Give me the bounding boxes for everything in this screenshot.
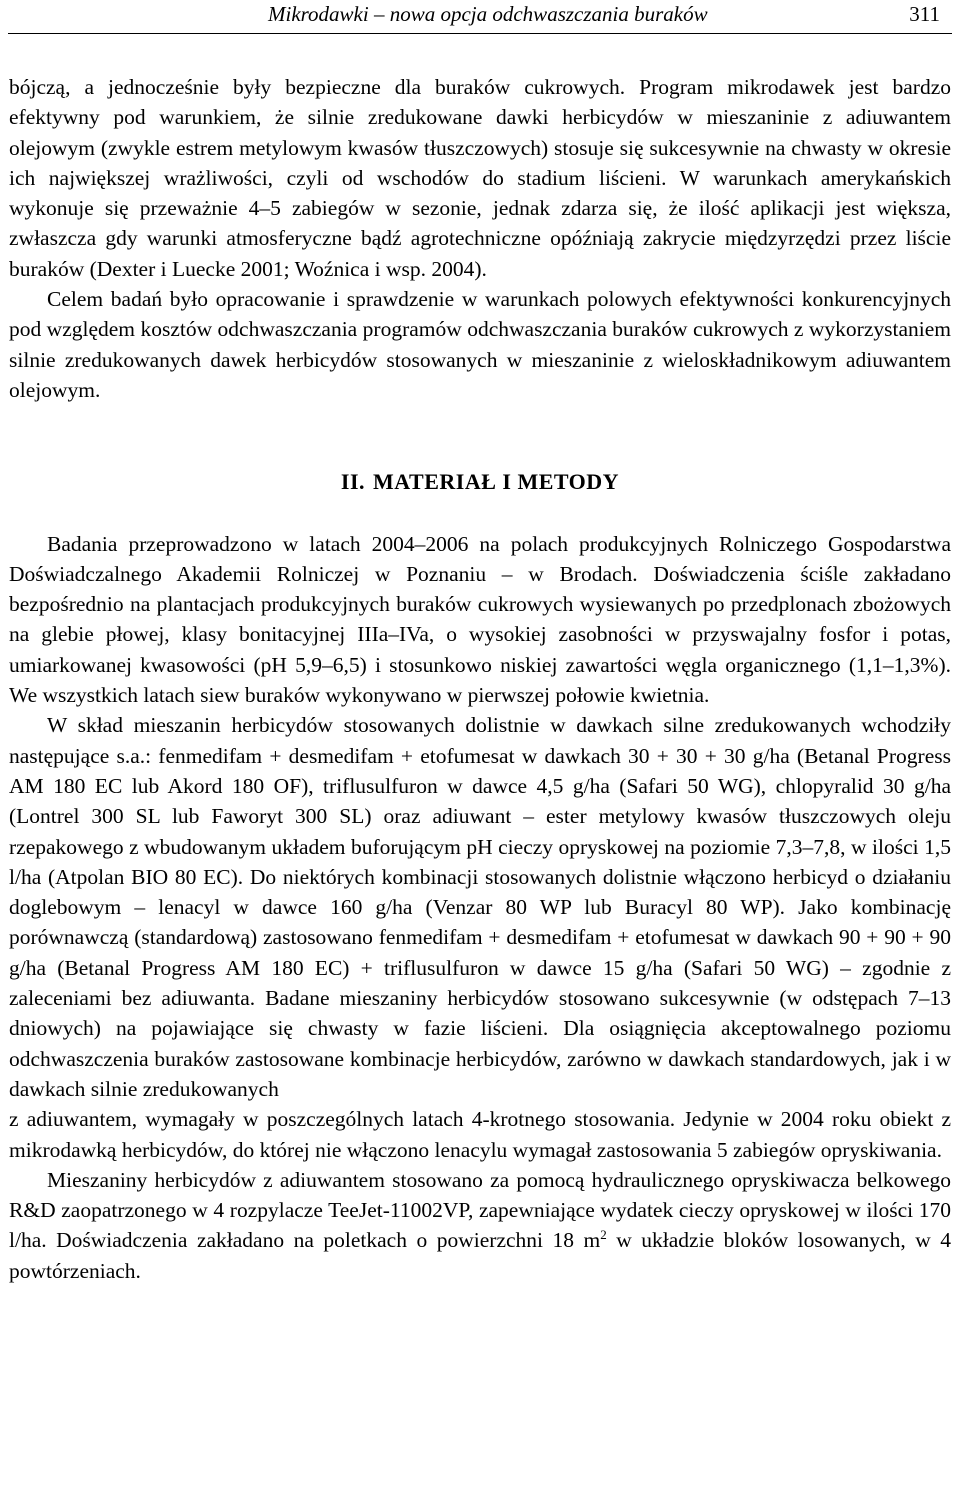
paragraph-aim: Celem badań było opracowanie i sprawdzenie w warunkach polowych efektywności konkurencyjnych pod względem kosztów odchwaszczania programów odchwaszczania buraków cukrowych z wykorzystaniem silnie zredukowanych dawek herbicydów stosowanych w mieszaninie z wieloskładnikowym adiuwantem olejowym. xyxy=(9,287,951,402)
section-title: MATERIAŁ I METODY xyxy=(373,469,620,495)
section-heading xyxy=(9,467,951,497)
running-header xyxy=(8,0,952,34)
paragraph-sprayer-text: Mieszaniny herbicydów z adiuwantem stosowano za pomocą hydraulicznego opryskiwacza belkowego R&D zaopatrzonego w 4 rozpylacze TeeJet-11002VP, zapewniające wydatek cieczy opryskowej w ilości 170 l/ha. Doświadczenia zakładano na poletkach o powierzchni 18 m xyxy=(9,1167,951,1253)
paragraph-herbicides: W skład mieszanin herbicydów stosowanych dolistnie w dawkach silne zredukowanych wchodziły następujące s.a.: fenmedifam + desmedifam + etofumesat w dawkach 30 + 30 + 30 g/ha (Betanal Progress AM 180 EC lub Akord 180 OF), triflusulfuron w dawce 4,5 g/ha (Safari 50 WG), chlopyralid 30 g/ha (Lontrel 300 SL lub Faworyt 300 SL) oraz adiuwant – ester metylowy kwasów tłuszczowych oleju rzepakowego z wbudowanym układem buforującym pH cieczy opryskowej na poziomie 7,3–7,8, w ilości 1,5 l/ha (Atpolan BIO 80 EC). Do niektórych kombinacji stosowanych dolistnie włączono herbicyd o działaniu doglebowym – lenacyl w dawce 160 g/ha (Venzar 80 WP lub Buracyl 80 WP). Jako kombinację porównawczą (standardową) zastosowano fenmedifam + desmedifam + etofumesat w dawkach 90 + 90 + 90 g/ha (Betanal Progress AM 180 EC) + triflusulfuron w dawce 15 g/ha (Safari 50 WG) – zgodnie z zaleceniami bez adiuwanta. Badane mieszaniny herbicydów stosowano sukcesywnie (w odstępach 7–13 dniowych) na pojawiające się chwasty w fazie liścieni. Dla osiągnięcia akceptowalnego poziomu odchwaszczenia buraków zastosowane kombinacje herbicydów, zarówno w dawkach standardowych, jak i w dawkach silnie zredukowanych xyxy=(9,713,951,1101)
running-header-title: Mikrodawki – nowa opcja odchwaszczania buraków xyxy=(268,2,708,26)
paragraph-adjuvant-note: z adiuwantem, wymagały w poszczególnych latach 4-krotnego stosowania. Jedynie w 2004 roku obiekt z mikrodawką herbicydów, do której nie włączono lenacylu wymagał zastosowania 5 zabiegów opryskiwania. xyxy=(9,1107,951,1162)
page-number: 311 xyxy=(909,2,940,26)
superscript: 2 xyxy=(600,1227,607,1243)
paragraph-site: Badania przeprowadzono w latach 2004–2006 na polach produkcyjnych Rolniczego Gospodarstwa Doświadczalnego Akademii Rolniczej w Poznaniu – w Brodach. Doświadczenia ściśle zakładano bezpośrednio na plantacjach produkcyjnych buraków cukrowych wysiewanych po przedplonach zbożowych na glebie płowej, klasy bonitacyjnej IIIa–IVa, o wysokiej zasobności w przyswajalny fosfor i potas, umiarkowanej kwasowości (pH 5,9–6,5) i stosunkowo niskiej zawartości węgla organicznego (1,1–1,3%). We wszystkich latach siew buraków wykonywano w pierwszej połowie kwietnia. xyxy=(9,531,951,708)
paragraph-sprayer-end: w układzie bloków losowanych, w 4 powtórzeniach. xyxy=(9,1228,951,1283)
paragraph-sprayer xyxy=(9,1165,951,1286)
paragraph-continuation: bójczą, a jednocześnie były bezpieczne dla buraków cukrowych. Program mikrodawek jest bardzo efektywny pod warunkiem, że silnie zredukowane dawki herbicydów w mieszaninie z adiuwantem olejowym (zwykle estrem metylowym kwasów tłuszczowych) stosuje się sukcesywnie na chwasty w okresie ich największej wrażliwości, czyli od wschodów do stadium liścieni. W warunkach amerykańskich wykonuje się przeważnie 4–5 zabiegów w sezonie, jednak zdarza się, że ilość aplikacji jest większa, zwłaszcza gdy warunki atmosferyczne bądź agrotechniczne opóźniają zakrycie międzyrzędzi przez liście buraków (Dexter i Luecke 2001; Woźnica i wsp. 2004). xyxy=(9,75,951,281)
section-number: II. xyxy=(340,469,366,495)
body-text xyxy=(9,72,951,1286)
